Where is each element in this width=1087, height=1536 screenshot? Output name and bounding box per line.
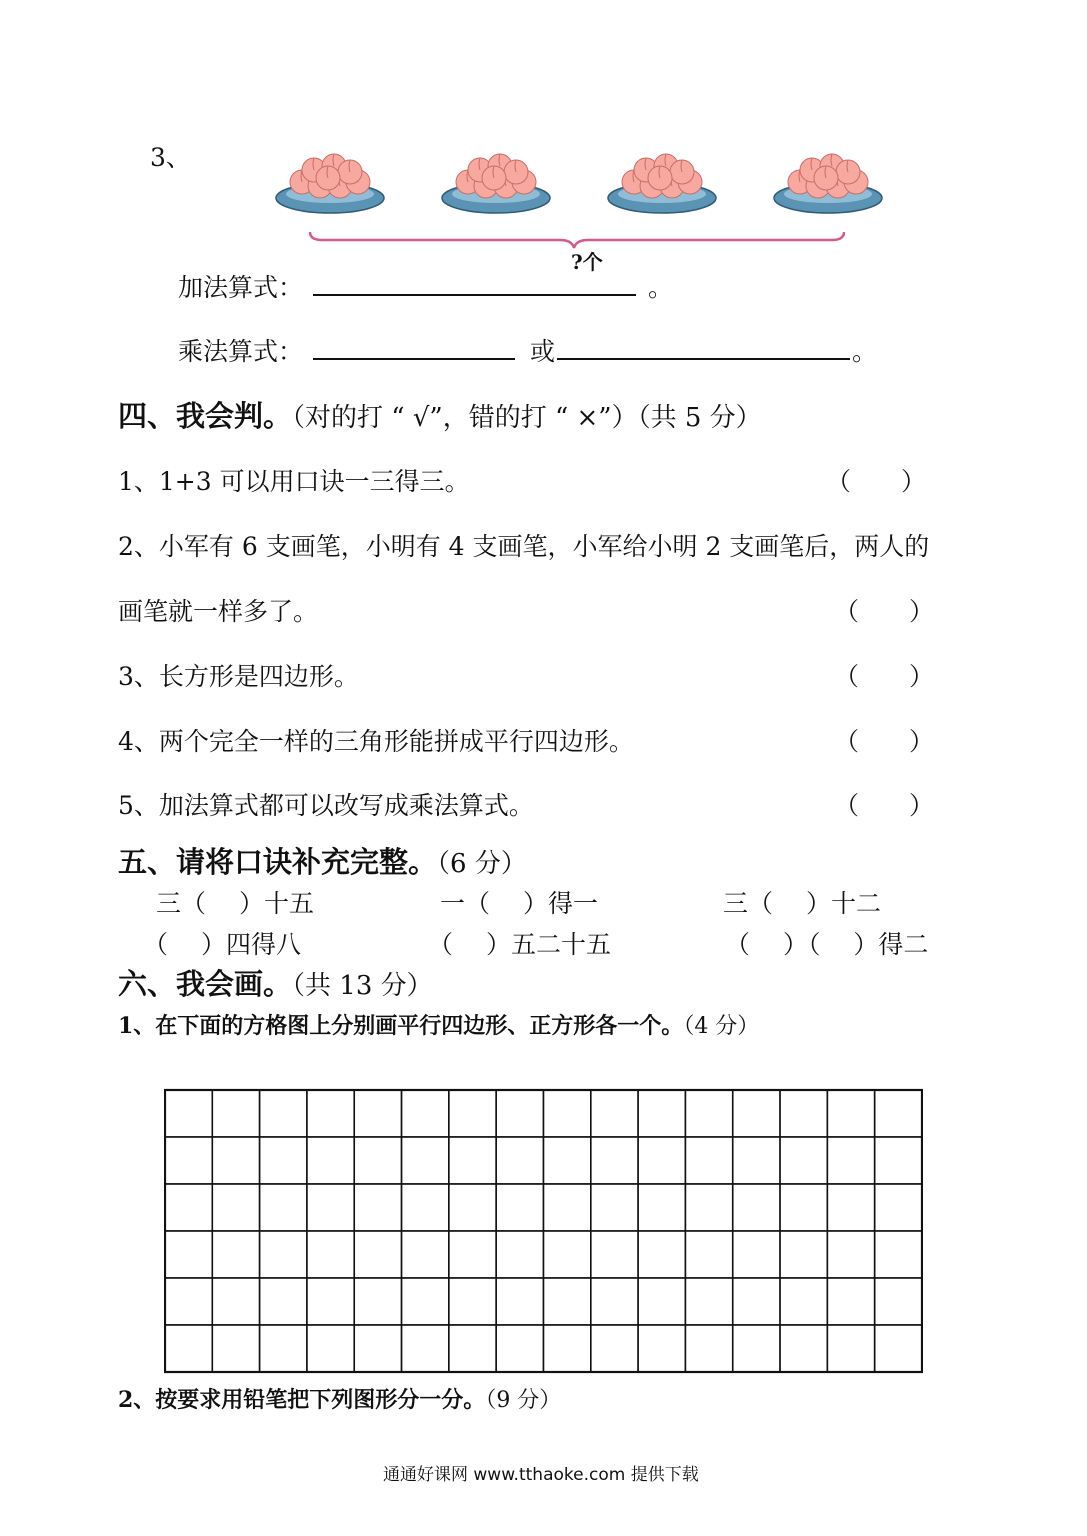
- grid-cell[interactable]: [685, 1090, 732, 1137]
- grid-cell[interactable]: [260, 1231, 307, 1278]
- grid-cell[interactable]: [875, 1231, 922, 1278]
- section6-note: （共 13 分）: [292, 971, 433, 1001]
- peach: [836, 160, 860, 184]
- section6-heading: [118, 962, 433, 1003]
- grid-cell[interactable]: [685, 1278, 732, 1325]
- grid-cell[interactable]: [496, 1090, 543, 1137]
- peach-plate: [774, 154, 882, 213]
- grid-cell[interactable]: [780, 1137, 827, 1184]
- grid-cell[interactable]: [827, 1278, 874, 1325]
- grid-cell[interactable]: [875, 1278, 922, 1325]
- grid-cell[interactable]: [212, 1137, 259, 1184]
- grid-cell[interactable]: [402, 1231, 449, 1278]
- grid-cell[interactable]: [307, 1137, 354, 1184]
- grid-cell[interactable]: [827, 1184, 874, 1231]
- grid-cell[interactable]: [733, 1231, 780, 1278]
- section5-title: 五、请将口诀补充完整。: [118, 845, 438, 879]
- grid-cell[interactable]: [685, 1184, 732, 1231]
- grid-cell[interactable]: [591, 1278, 638, 1325]
- multiplication-answer-line-2[interactable]: [557, 358, 850, 360]
- grid-cell[interactable]: [212, 1090, 259, 1137]
- judge-answer-1[interactable]: （ ）: [826, 467, 927, 496]
- grid-cell[interactable]: [354, 1090, 401, 1137]
- grid-cell[interactable]: [638, 1325, 685, 1372]
- section5-heading: [118, 840, 527, 881]
- grid-cell[interactable]: [685, 1137, 732, 1184]
- draw-question-1-score: （4 分）: [683, 1014, 760, 1039]
- judge-answer-3[interactable]: （ ）: [834, 662, 935, 691]
- grid-cell[interactable]: [449, 1278, 496, 1325]
- grid-cell[interactable]: [638, 1184, 685, 1231]
- grid-cell[interactable]: [496, 1137, 543, 1184]
- grid-cell[interactable]: [875, 1184, 922, 1231]
- grid-cell[interactable]: [638, 1090, 685, 1137]
- section4-heading: [118, 394, 762, 435]
- judge-item-2-cont: 画笔就一样多了。: [118, 597, 319, 626]
- grid-cell[interactable]: [402, 1278, 449, 1325]
- rhyme-blank-3[interactable]: 三（ ）十二: [723, 889, 881, 918]
- grid-cell[interactable]: [591, 1184, 638, 1231]
- grid-cell[interactable]: [780, 1278, 827, 1325]
- judge-item-4: 4、两个完全一样的三角形能拼成平行四边形。: [118, 727, 634, 756]
- grid-cell[interactable]: [827, 1325, 874, 1372]
- section4-note: （对的打 “ √”，错的打 “ ×”）（共 5 分）: [292, 403, 762, 433]
- addition-label: 加法算式：: [178, 273, 304, 302]
- grid-cell[interactable]: [307, 1090, 354, 1137]
- grid-cell[interactable]: [638, 1137, 685, 1184]
- grid-cell[interactable]: [402, 1325, 449, 1372]
- grid-cell[interactable]: [260, 1278, 307, 1325]
- grid-cell[interactable]: [875, 1137, 922, 1184]
- grid-cell[interactable]: [733, 1090, 780, 1137]
- grid-cell[interactable]: [591, 1231, 638, 1278]
- peach: [670, 160, 694, 184]
- grid-cell[interactable]: [827, 1137, 874, 1184]
- grid-cell[interactable]: [212, 1325, 259, 1372]
- grid-cell[interactable]: [449, 1090, 496, 1137]
- grid-cell[interactable]: [591, 1090, 638, 1137]
- grid-cell[interactable]: [354, 1184, 401, 1231]
- rhyme-blank-2[interactable]: 一（ ）得一: [440, 889, 598, 918]
- peach: [316, 166, 340, 190]
- draw-question-1-text: 1、在下面的方格图上分别画平行四边形、正方形各一个。: [118, 1013, 684, 1039]
- grid-cell[interactable]: [875, 1090, 922, 1137]
- footer-source: 通通好课网 www.tthaoke.com 提供下载: [383, 1465, 699, 1485]
- grid-cell[interactable]: [780, 1325, 827, 1372]
- judge-answer-5[interactable]: （ ）: [834, 791, 935, 820]
- judge-item-2: 2、小军有 6 支画笔，小明有 4 支画笔，小军给小明 2 支画笔后，两人的: [118, 532, 930, 561]
- total-count-label: ?个: [571, 250, 603, 274]
- grid-cell[interactable]: [544, 1325, 591, 1372]
- grid-cell[interactable]: [212, 1184, 259, 1231]
- grid-cell[interactable]: [544, 1231, 591, 1278]
- rhyme-blank-6[interactable]: （ ）（ ）得二: [725, 930, 929, 959]
- addition-end: 。: [648, 273, 674, 302]
- peach: [504, 160, 528, 184]
- grid-cell[interactable]: [449, 1137, 496, 1184]
- grid-cell[interactable]: [260, 1184, 307, 1231]
- grid-cell[interactable]: [212, 1231, 259, 1278]
- grid-cell[interactable]: [496, 1184, 543, 1231]
- grid-cell[interactable]: [402, 1090, 449, 1137]
- grid-cell[interactable]: [354, 1137, 401, 1184]
- judge-item-1: 1、1+3 可以用口诀一三得三。: [118, 467, 470, 496]
- multiplication-label: 乘法算式：: [178, 337, 304, 366]
- grid-cell[interactable]: [402, 1184, 449, 1231]
- grid-cell[interactable]: [354, 1278, 401, 1325]
- grid-cell[interactable]: [591, 1137, 638, 1184]
- peach: [338, 160, 362, 184]
- draw-question-2-text: 2、按要求用铅笔把下列图形分一分。: [118, 1387, 486, 1413]
- grid-cell[interactable]: [165, 1231, 212, 1278]
- or-text: 或: [530, 337, 556, 366]
- judge-answer-4[interactable]: （ ）: [834, 727, 935, 756]
- grid-cell[interactable]: [307, 1325, 354, 1372]
- grid-cell[interactable]: [733, 1325, 780, 1372]
- grid-cell[interactable]: [544, 1184, 591, 1231]
- grid-cell[interactable]: [591, 1325, 638, 1372]
- grid-cell[interactable]: [307, 1231, 354, 1278]
- judge-item-3: 3、长方形是四边形。: [118, 662, 359, 691]
- grid-cell[interactable]: [165, 1278, 212, 1325]
- grid-cell[interactable]: [685, 1231, 732, 1278]
- grid-cell[interactable]: [544, 1278, 591, 1325]
- peach: [814, 166, 838, 190]
- grid-cell[interactable]: [685, 1325, 732, 1372]
- judge-answer-2[interactable]: （ ）: [834, 597, 935, 626]
- grid-cell[interactable]: [733, 1184, 780, 1231]
- grid-cell[interactable]: [449, 1184, 496, 1231]
- grid-cell[interactable]: [354, 1231, 401, 1278]
- rhyme-blank-1[interactable]: 三（ ）十五: [156, 889, 314, 918]
- grid-cell[interactable]: [733, 1278, 780, 1325]
- grid-cell[interactable]: [638, 1231, 685, 1278]
- grid-cell[interactable]: [354, 1325, 401, 1372]
- peach-plate: [608, 154, 716, 213]
- grid-cell[interactable]: [260, 1137, 307, 1184]
- grid-cell[interactable]: [827, 1231, 874, 1278]
- drawing-grid[interactable]: [164, 1088, 923, 1374]
- grid-cell[interactable]: [449, 1231, 496, 1278]
- grid-cell[interactable]: [165, 1184, 212, 1231]
- addition-answer-line[interactable]: [313, 294, 636, 296]
- grid-cell[interactable]: [260, 1325, 307, 1372]
- grid-cell[interactable]: [212, 1278, 259, 1325]
- grid-cell[interactable]: [875, 1325, 922, 1372]
- grid-cell[interactable]: [496, 1231, 543, 1278]
- multiplication-end: 。: [852, 337, 878, 366]
- judge-item-5: 5、加法算式都可以改写成乘法算式。: [118, 791, 534, 820]
- grid-cell[interactable]: [260, 1090, 307, 1137]
- grid-cell[interactable]: [827, 1090, 874, 1137]
- peach: [482, 166, 506, 190]
- multiplication-answer-line-1[interactable]: [313, 358, 515, 360]
- grid-cell[interactable]: [307, 1278, 354, 1325]
- grid-cell[interactable]: [449, 1325, 496, 1372]
- grid-cell[interactable]: [638, 1278, 685, 1325]
- grid-cell[interactable]: [544, 1137, 591, 1184]
- rhyme-blank-4[interactable]: （ ）四得八: [143, 930, 301, 959]
- section4-title: 四、我会判。: [118, 399, 293, 433]
- grid-cell[interactable]: [165, 1137, 212, 1184]
- peach: [648, 166, 672, 190]
- question-number: 3、: [150, 143, 191, 172]
- draw-question-2: [118, 1383, 561, 1414]
- peach-plate: [276, 154, 384, 213]
- section6-title: 六、我会画。: [118, 967, 293, 1001]
- section5-note: （6 分）: [437, 849, 527, 879]
- grid-cell[interactable]: [780, 1090, 827, 1137]
- grid-cell[interactable]: [733, 1137, 780, 1184]
- grid-cell[interactable]: [165, 1090, 212, 1137]
- draw-question-1: [118, 1009, 759, 1040]
- peach-plate: [442, 154, 550, 213]
- rhyme-blank-5[interactable]: （ ）五二十五: [428, 930, 611, 959]
- grid-cell[interactable]: [780, 1184, 827, 1231]
- grid-cell[interactable]: [307, 1184, 354, 1231]
- grid-cell[interactable]: [496, 1278, 543, 1325]
- grid-cell[interactable]: [780, 1231, 827, 1278]
- grid-cell[interactable]: [544, 1090, 591, 1137]
- grid-cell[interactable]: [165, 1325, 212, 1372]
- grid-cell[interactable]: [402, 1137, 449, 1184]
- grid-cell[interactable]: [496, 1325, 543, 1372]
- draw-question-2-score: （9 分）: [485, 1388, 562, 1413]
